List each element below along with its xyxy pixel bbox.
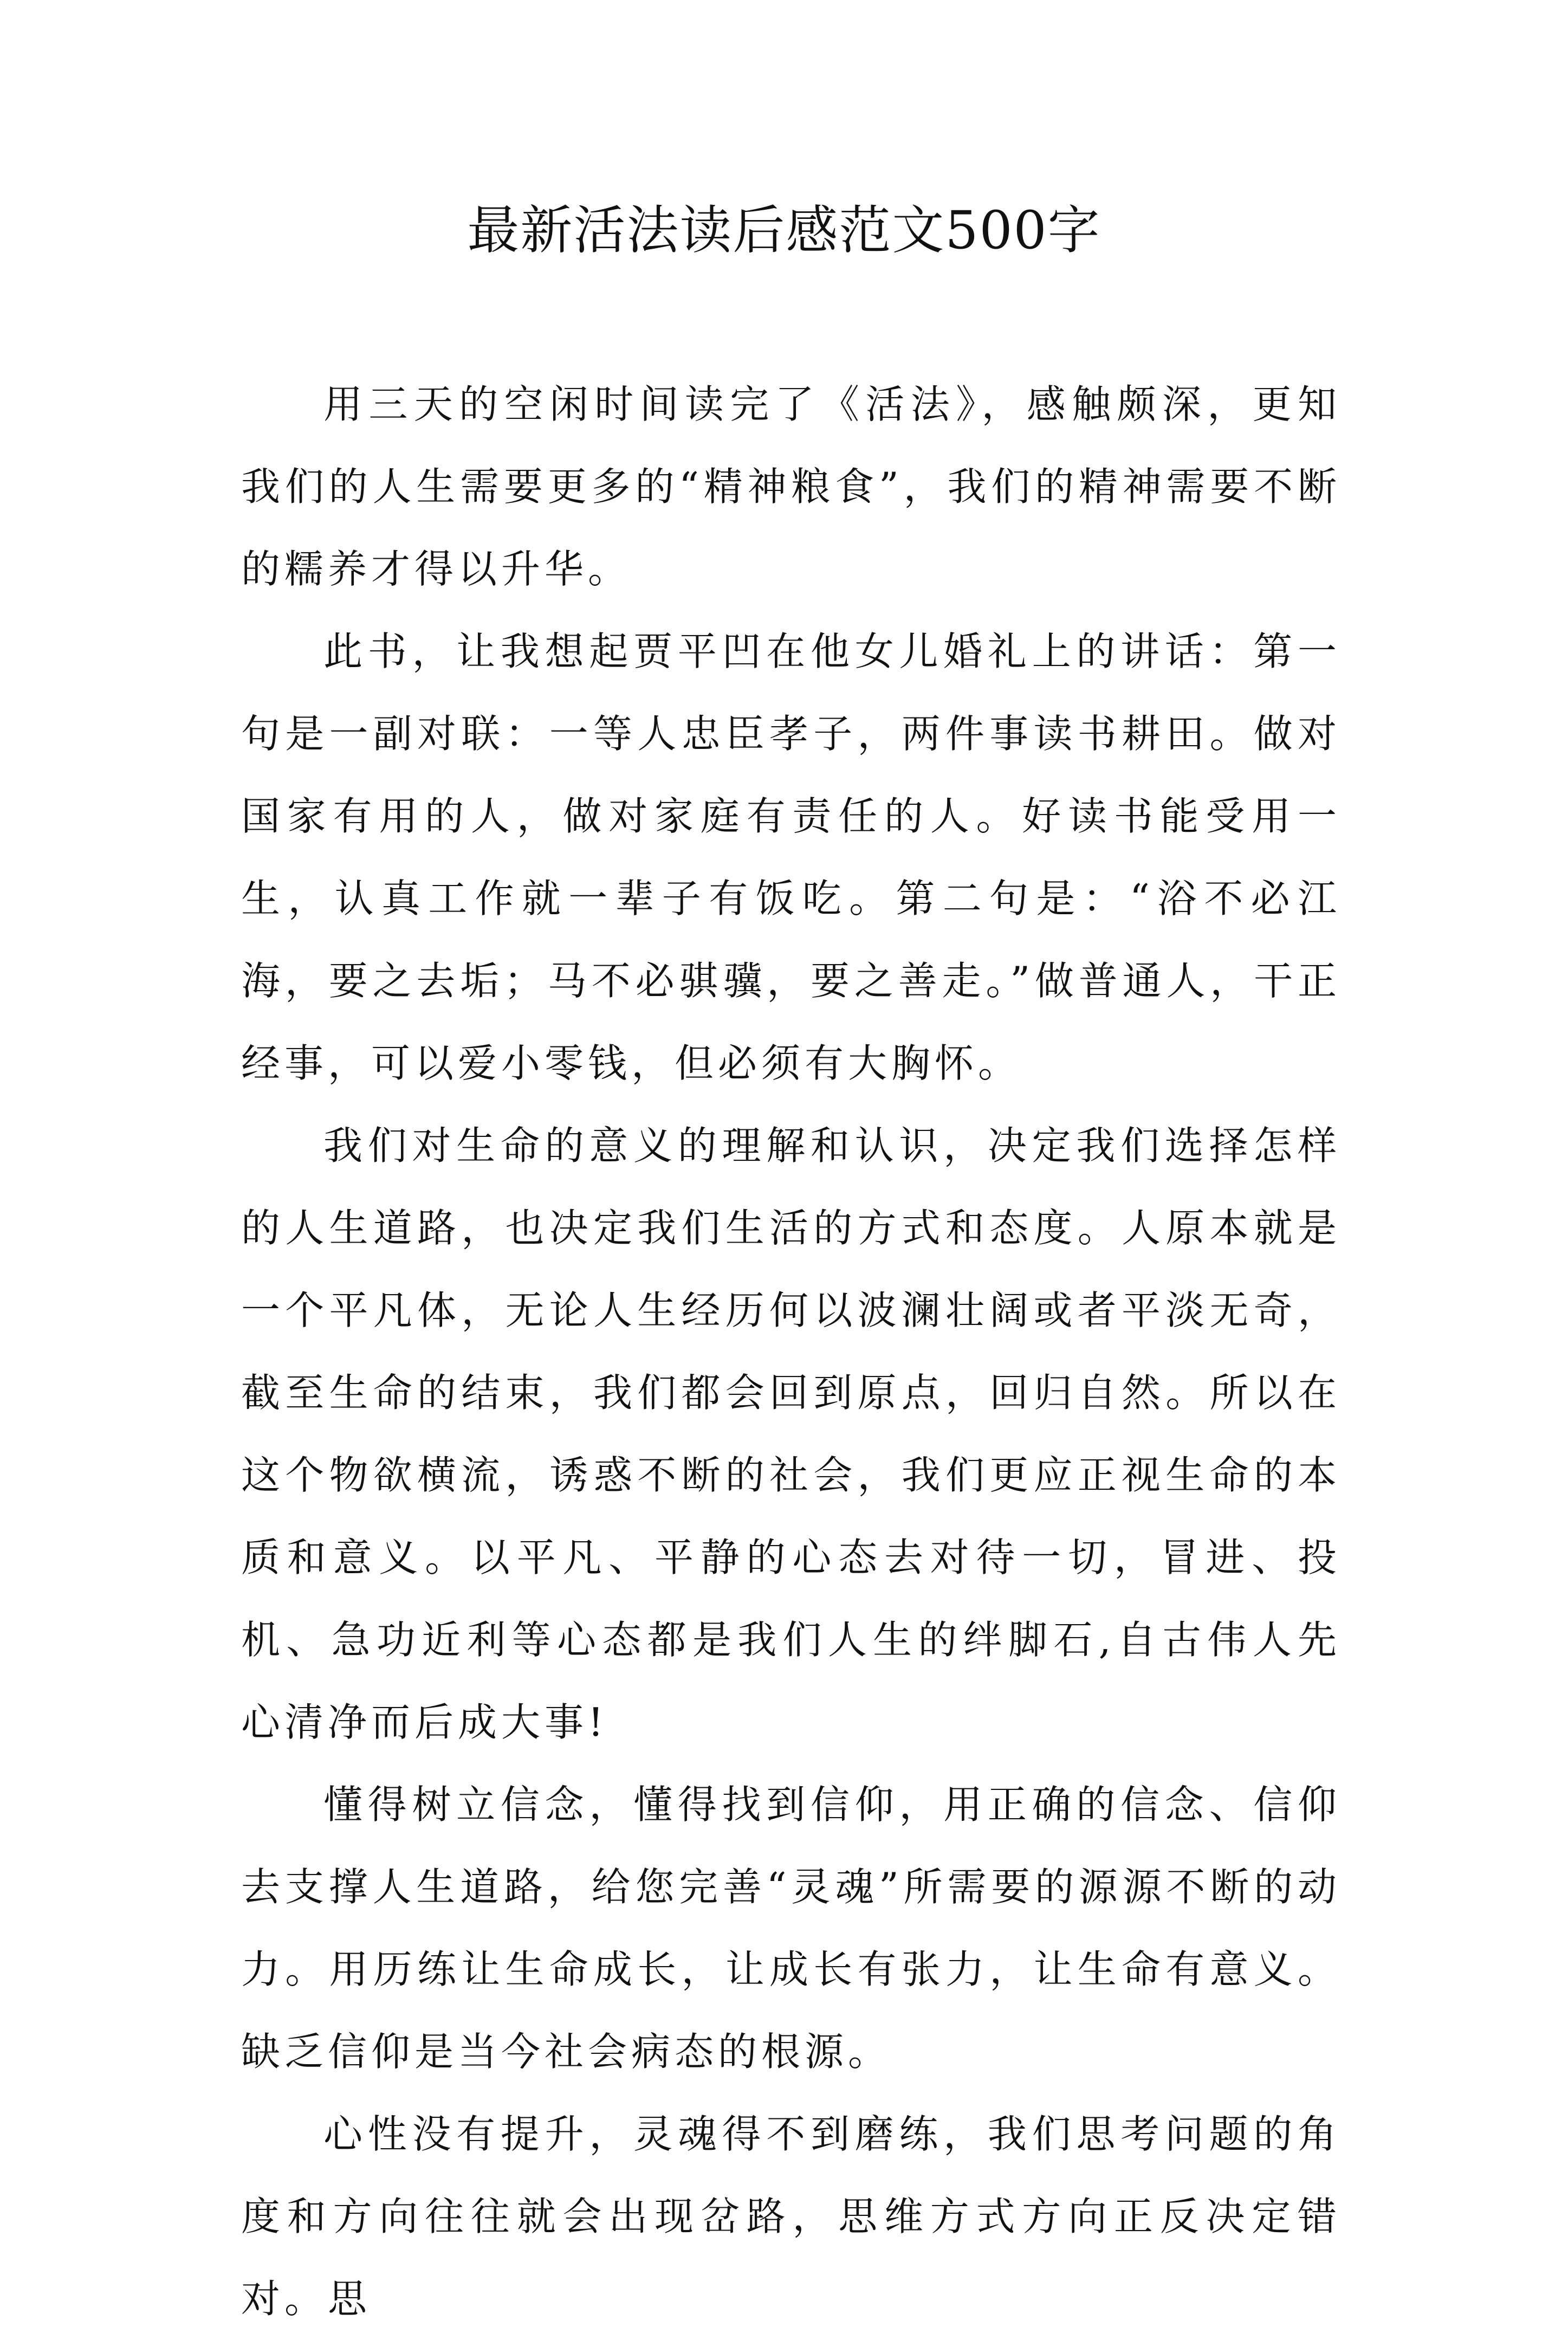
document-body (241, 363, 1341, 2340)
paragraph-2: 此书，让我想起贾平凹在他女儿婚礼上的讲话：第一句是一副对联：一等人忠臣孝子，两件事读书耕田。做对国家有用的人，做对家庭有责任的人。好读书能受用一生，认真工作就一辈子有饭吃。第二句是：“浴不必江海，要之去垢；马不必骐骥，要之善走。”做普通人，干正经事，可以爱小零钱，但必须有大胸怀。 (241, 629, 1341, 1086)
paragraph-5: 心性没有提升，灵魂得不到磨练，我们思考问题的角度和方向往往就会出现岔路，思维方式方向正反决定错对。思 (241, 2111, 1341, 2322)
paragraph-4: 懂得树立信念，懂得找到信仰，用正确的信念、信仰去支撑人生道路，给您完善“灵魂”所需要的源源不断的动力。用历练让生命成长，让成长有张力，让生命有意义。缺乏信仰是当今社会病态的根源。 (241, 1782, 1341, 2074)
paragraph-1: 用三天的空闲时间读完了《活法》，感触颇深，更知我们的人生需要更多的“精神粮食”，我们的精神需要不断的糯养才得以升华。 (241, 382, 1341, 592)
document-title: 最新活法读后感范文500字 (467, 200, 1101, 261)
paragraph-3: 我们对生命的意义的理解和认识，决定我们选择怎样的人生道路，也决定我们生活的方式和态度。人原本就是一个平凡体，无论人生经历何以波澜壮阔或者平淡无奇，截至生命的结束，我们都会回到原点，回归自然。所以在这个物欲横流，诱惑不断的社会，我们更应正视生命的本质和意义。以平凡、平静的心态去对待一切，冒进、投机、急功近利等心态都是我们人生的绊脚石,自古伟人先心清净而后成大事! (241, 1123, 1341, 1745)
